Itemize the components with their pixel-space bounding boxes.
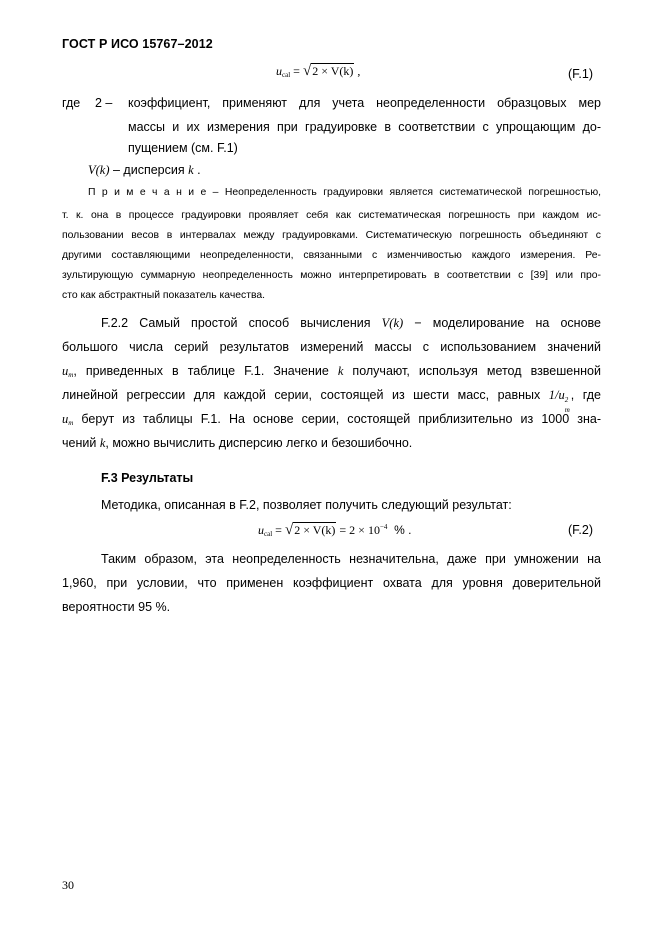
- sqrt-icon: √: [302, 63, 312, 79]
- f22-line-2: большого числа серий результатов измерений массы с использованием значений: [62, 340, 601, 354]
- where-label: где: [62, 96, 81, 110]
- f22-line-4-sup: 2: [564, 396, 569, 404]
- formula-f2-unit: % .: [387, 523, 412, 537]
- formula-f2-lhs: u: [258, 523, 264, 537]
- f22-line-5: [62, 412, 601, 430]
- formula-f2-number: (F.2): [568, 523, 593, 537]
- f22-line-5-sym: u: [62, 412, 69, 426]
- f22-line-3-sym: u: [62, 364, 69, 378]
- note-line-1: [88, 187, 601, 199]
- f22-line-6: [62, 436, 412, 450]
- f22-line-1-b: − моделирование на основе: [403, 316, 601, 330]
- formula-f2-eq: =: [272, 523, 285, 537]
- formula-f2: [258, 520, 411, 541]
- f22-line-3-a: , приведенных в таблице F.1. Значение: [73, 364, 338, 378]
- section-f3-intro: Методика, описанная в F.2, позволяет получить следующий результат:: [101, 498, 512, 512]
- variance-end: .: [193, 163, 201, 177]
- f22-line-3-b: получают, используя метод взвешенной: [343, 364, 601, 378]
- where-number: 2 –: [95, 96, 113, 110]
- formula-f1: [276, 64, 360, 82]
- formula-f2-radicand: 2 × V(k): [294, 523, 336, 537]
- variance-k: k: [188, 163, 194, 177]
- formula-f2-rhs: = 2 × 10: [336, 523, 380, 537]
- formula-f1-eq: =: [290, 64, 303, 78]
- where-line-2: массы и их измерения при градуировке в соответствии с упрощающим до-: [128, 120, 601, 134]
- f22-line-1-a: F.2.2 Самый простой способ вычисления: [101, 316, 382, 330]
- f22-line-4-b: , где: [570, 388, 601, 402]
- formula-f2-rhs-sup: −4: [379, 523, 388, 531]
- f22-line-4-sub: m: [564, 406, 570, 414]
- f22-line-6-k: k: [99, 436, 106, 450]
- conclusion-line-3: вероятности 95 %.: [62, 600, 171, 614]
- note-line-5: зультирующую суммарную неопределенность можно интерпретировать в соответствии с [39] или про-: [62, 270, 601, 281]
- variance-definition: [88, 163, 201, 177]
- where-line-3: пущением (см. F.1): [128, 141, 238, 155]
- formula-f1-radicand: 2 × V(k): [312, 64, 354, 78]
- conclusion-line-2: 1,960, при условии, что применен коэффициент охвата для уровня доверительной: [62, 576, 601, 590]
- note-line-3: пользовании весов в интервалах между градуировками. Систематическую погрешность объединяют с: [62, 230, 601, 241]
- f22-line-3-k: k: [337, 364, 344, 378]
- formula-f2-lhs-sub: cal: [264, 530, 273, 538]
- f22-line-1: [101, 316, 601, 330]
- f22-line-6-b: , можно вычислить дисперсию легко и безошибочно.: [105, 436, 413, 450]
- f22-line-3-sub: m: [68, 371, 74, 379]
- f22-line-5-sub: m: [68, 419, 74, 427]
- note-line-4: другими составляющими неопределенности, связанными с изменчивостью каждого измерения. Ре-: [62, 250, 601, 261]
- sqrt-icon: √: [284, 522, 294, 538]
- formula-f1-number: (F.1): [568, 67, 593, 81]
- note-label: П р и м е ч а н и е: [88, 187, 207, 198]
- formula-f1-lhs-sub: cal: [282, 71, 291, 79]
- f22-line-6-a: чений: [62, 436, 100, 450]
- f22-line-3: [62, 364, 601, 382]
- f22-line-5-a: берут из таблицы F.1. На основе серии, состоящей приблизительно из 1000 зна-: [73, 412, 601, 426]
- document-header: ГОСТ Р ИСО 15767–2012: [62, 37, 213, 51]
- variance-symbol: V(k): [88, 163, 110, 177]
- f22-line-1-sym: V(k): [381, 316, 404, 330]
- note-line-2: т. к. она в процессе градуировки проявляет себя как систематическая погрешность при каждом ис-: [62, 210, 601, 221]
- f22-line-4: [62, 388, 601, 414]
- where-line-1: коэффициент, применяют для учета неопределенности образцовых мер: [128, 96, 601, 110]
- f22-line-4-frac: 1/u: [548, 388, 565, 402]
- section-f3-heading: F.3 Результаты: [101, 471, 194, 485]
- f22-line-4-a: линейной регрессии для каждой серии, состоящей из шести масс, равных: [62, 388, 549, 402]
- note-line-1-text: – Неопределенность градуировки является систематической погрешностью,: [206, 187, 602, 198]
- conclusion-line-1: Таким образом, эта неопределенность незначительна, даже при умножении на: [101, 552, 601, 566]
- page-number: 30: [62, 878, 74, 892]
- formula-f1-tail: ,: [354, 64, 361, 78]
- formula-f1-lhs: u: [276, 64, 282, 78]
- variance-text: – дисперсия: [109, 163, 189, 177]
- note-line-6: сто как абстрактный показатель качества.: [62, 290, 266, 301]
